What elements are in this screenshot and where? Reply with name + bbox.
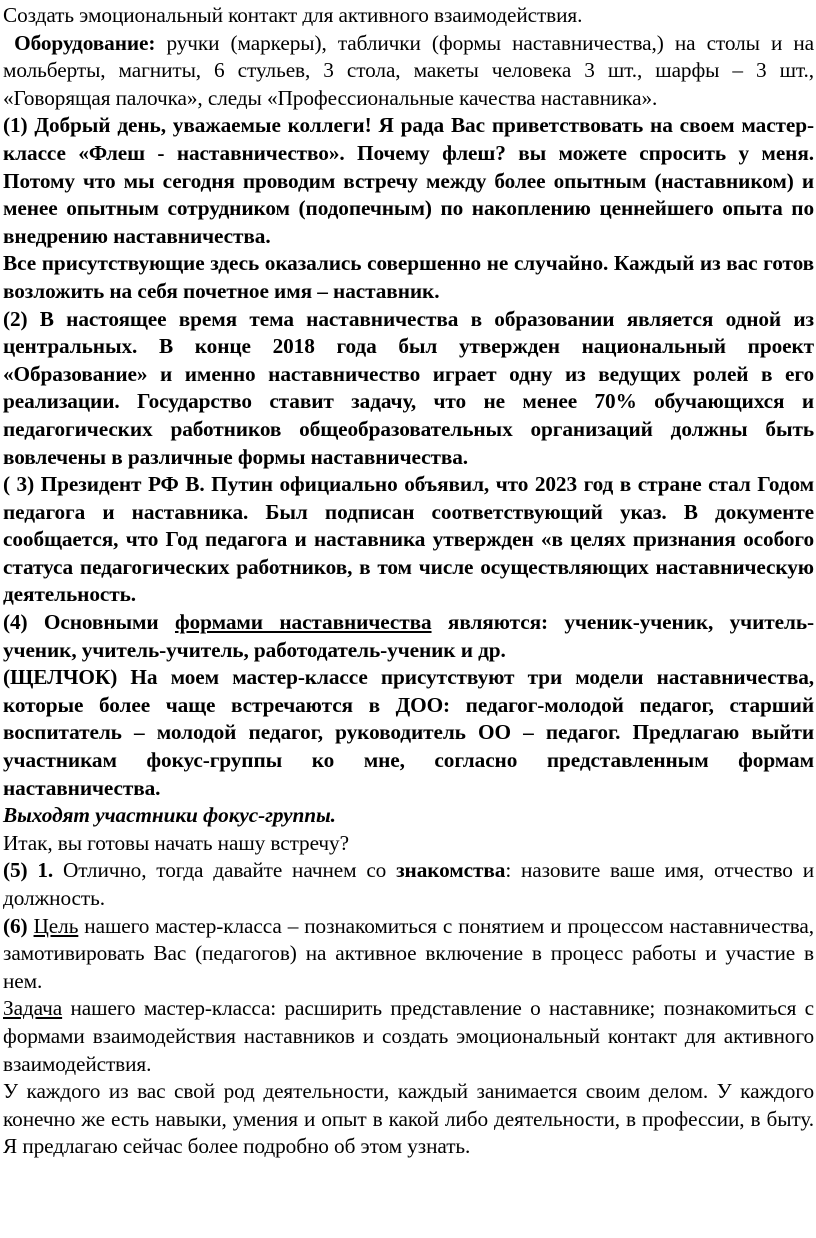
equipment-text: ручки (маркеры), таблички (формы наставничества,) на столы и на мольберты, магниты, 6 стульев, 3 стола, макеты человека 3 шт., шарфы – 3 шт., «Говорящая палочка», следы «Профессиональные качества наставника». [3,30,814,110]
acquaintance-number: (5) 1. [3,858,54,883]
acquaintance-keyword: знакомства [396,858,506,883]
national-project-paragraph: (2) В настоящее время тема наставничества в образовании является одной из центральных. В конце 2018 года был утвержден национальный проект «Образование» и именно наставничество играет одну из ведущих ролей в его реализации. Государство ставит задачу, что не менее 70% обучающихся и педагогических работников общеобразовательных организаций должны быть вовлечены в различные формы наставничества. [3,306,814,469]
forms-link[interactable]: формами наставничества [174,610,432,635]
models-paragraph: (ЩЕЛЧОК) На моем мастер-классе присутствуют три модели наставничества, которые более чаще встречаются в ДОО: педагог-молодой педагог, старший воспитатель – молодой педагог, руководитель ОО – педагог. Предлагаю выйти участникам фокус-группы ко мне, согласно представленным формам наставничества. [3,665,814,800]
acquaintance-tail: : назовите ваше имя, отчество и должность. [3,858,814,910]
goal-paragraph [3,913,814,996]
acquaintance-lead: Отлично, тогда давайте начнем со [53,858,397,883]
forms-list: являются: ученик-ученик, учитель-ученик, учитель-учитель, работодатель-ученик и др. [3,610,814,662]
year-of-teacher-paragraph: ( 3) Президент РФ В. Путин официально объявил, что 2023 год в стране стал Годом педагога и наставника. Был подписан соответствующий указ. В документе сообщается, что Год педагога и наставника утвержден «в целях признания особого статуса педагогических работников, в том числе осуществляющих наставническую деятельность. [3,472,814,607]
task-label: Задача [3,996,63,1021]
attendees-paragraph: Все присутствующие здесь оказались совершенно не случайно. Каждый из вас готов возложить на себя почетное имя – наставник. [3,251,814,303]
equipment-paragraph [3,30,814,113]
task-text: нашего мастер-класса: расширить представление о наставнике; познакомиться с формами взаимодействия наставников и создать эмоциональный контакт для активного взаимодействия. [3,996,814,1076]
goal-number: (6) [3,913,28,938]
intro-line: Создать эмоциональный контакт для активного взаимодействия. [3,3,583,27]
forms-lead: (4) Основными [3,610,175,635]
goal-label: Цель [33,913,79,938]
equipment-label: Оборудование: [14,30,156,55]
goal-text: нашего мастер-класса – познакомиться с понятием и процессом наставничества, замотивировать Вас (педагогов) на активное включение в процесс работы и участие в нем. [3,913,814,993]
closing-paragraph: У каждого из вас свой род деятельности, каждый занимается своим делом. У каждого конечно же есть навыки, умения и опыт в какой либо деятельности, в профессии, в быту. Я предлагаю сейчас более подробно об этом узнать. [3,1079,814,1159]
ready-question: Итак, вы готовы начать нашу встречу? [3,830,349,855]
acquaintance-paragraph [3,857,814,912]
forms-paragraph [3,609,814,664]
greeting-paragraph: (1) Добрый день, уважаемые коллеги! Я рада Вас приветствовать на своем мастер-классе «Флеш - наставничество». Почему флеш? вы можете спросить у меня. Потому что мы сегодня проводим встречу между более опытным (наставником) и менее опытным сотрудником (подопечным) по накоплению ценнейшего опыта по внедрению наставничества. [3,113,814,248]
task-paragraph [3,995,814,1078]
focus-group-note: Выходят участники фокус-группы. [3,803,336,828]
